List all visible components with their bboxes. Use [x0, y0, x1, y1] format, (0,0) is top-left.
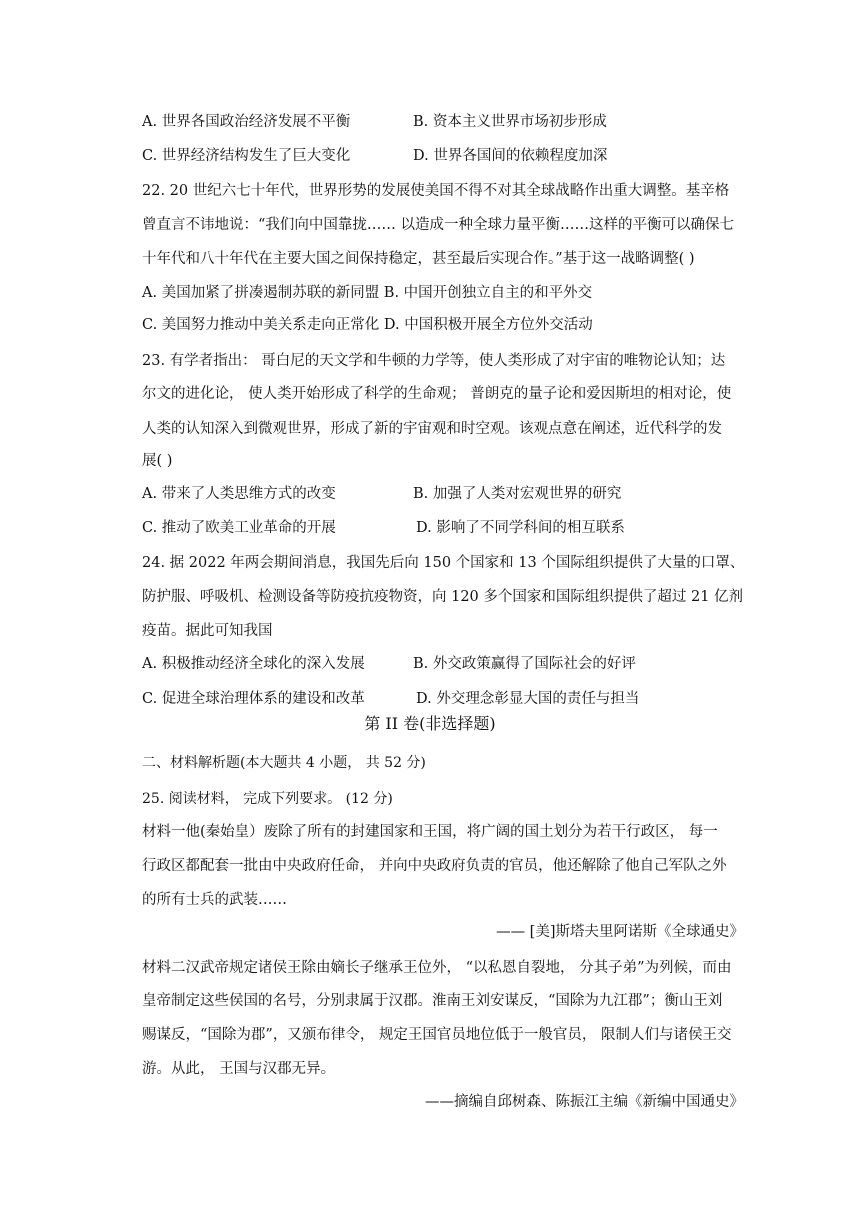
material1-line-1: 材料一他(秦始皇）废除了所有的封建国家和王国，将广阔的国土划分为若干行政区， 每一 [142, 824, 718, 840]
material2-line-2: 皇帝制定这些侯国的名号，分别隶属于汉郡。淮南王刘安谋反，“国除为九江郡”；衡山王刘 [142, 993, 723, 1009]
q22-options-ab: A. 美国加紧了拼凑遏制苏联的新同盟 B. 中国开创独立自主的和平外交 [142, 285, 593, 301]
material2-line-3: 赐谋反，“国除为郡”，又颁布律令， 规定王国官员地位低于一般官员， 限制人们与诸侯王交 [142, 1027, 732, 1043]
q23-option-a: A. 带来了人类思维方式的改变 [142, 486, 336, 502]
q24-stem-line-1: 24. 据 2022 年两会期间消息，我国先后向 150 个国家和 13 个国际组织提供了大量的口罩、 [142, 555, 745, 571]
q22-stem-line-3: 十年代和八十年代在主要大国之间保持稳定，甚至最后实现合作。”基于这一战略调整( ) [142, 251, 695, 267]
q22-options-cd: C. 美国努力推动中美关系走向正常化 D. 中国积极开展全方位外交活动 [142, 317, 593, 333]
q23-stem-line-1: 23. 有学者指出： 哥白尼的天文学和牛顿的力学等，使人类形成了对宇宙的唯物论认知；达 [142, 353, 726, 369]
q24-stem-line-3: 疫苗。据此可知我国 [142, 623, 273, 639]
q24-option-b: B. 外交政策赢得了国际社会的好评 [413, 656, 636, 672]
material2-line-1: 材料二汉武帝规定诸侯王除由嫡长子继承王位外， “以私恩自裂地， 分其子弟”为列候，而由 [142, 960, 732, 976]
q21-option-b: B. 资本主义世界市场初步形成 [413, 114, 607, 130]
q22-stem-line-2: 曾直言不讳地说：“我们向中国靠拢…… 以造成一种全球力量平衡……这样的平衡可以确保七 [142, 217, 735, 233]
q24-option-c: C. 促进全球治理体系的建设和改革 [142, 691, 365, 707]
q25-header: 25. 阅读材料， 完成下列要求。 (12 分) [142, 791, 393, 807]
q21-option-c: C. 世界经济结构发生了巨大变化 [142, 148, 351, 164]
q24-stem-line-2: 防护服、呼吸机、检测设备等防疫抗疫物资，向 120 多个国家和国际组织提供了超过 21 亿剂 [142, 589, 744, 605]
material1-line-3: 的所有士兵的武装…… [142, 892, 287, 908]
q21-option-a: A. 世界各国政治经济发展不平衡 [142, 114, 351, 130]
q23-stem-line-3: 人类的认知深入到微观世界，形成了新的宇宙观和时空观。该观点意在阐述，近代科学的发 [142, 421, 722, 437]
q23-option-b: B. 加强了人类对宏观世界的研究 [413, 486, 622, 502]
material2-line-4: 游。从此， 王国与汉郡无异。 [142, 1061, 336, 1077]
q24-option-a: A. 积极推动经济全球化的深入发展 [142, 656, 365, 672]
q23-stem-line-4: 展( ) [142, 453, 173, 469]
section-heading: 二、材料解析题(本大题共 4 小题， 共 52 分) [142, 755, 426, 771]
q21-option-d: D. 世界各国间的依赖程度加深 [413, 148, 608, 164]
q23-option-d: D. 影响了不同学科间的相互联系 [416, 520, 625, 536]
q23-option-c: C. 推动了欧美工业革命的开展 [142, 520, 336, 536]
material1-source: —— [美]斯塔夫里阿诺斯《全球通史》 [496, 924, 744, 940]
material2-source: ——摘编自邱树森、陈振江主编《新编中国通史》 [425, 1094, 744, 1110]
q23-stem-line-2: 尔文的进化论， 使人类开始形成了科学的生命观； 普朗克的量子论和爱因斯坦的相对论，使 [142, 386, 732, 402]
material1-line-2: 行政区都配套一批由中央政府任命， 并向中央政府负责的官员，他还解除了他自己军队之外 [142, 858, 727, 874]
q24-option-d: D. 外交理念彰显大国的责任与担当 [416, 691, 640, 707]
q22-stem-line-1: 22. 20 世纪六七十年代，世界形势的发展使美国不得不对其全球战略作出重大调整。基辛格 [142, 183, 730, 199]
part2-title: 第 II 卷(非选择题) [364, 714, 496, 733]
